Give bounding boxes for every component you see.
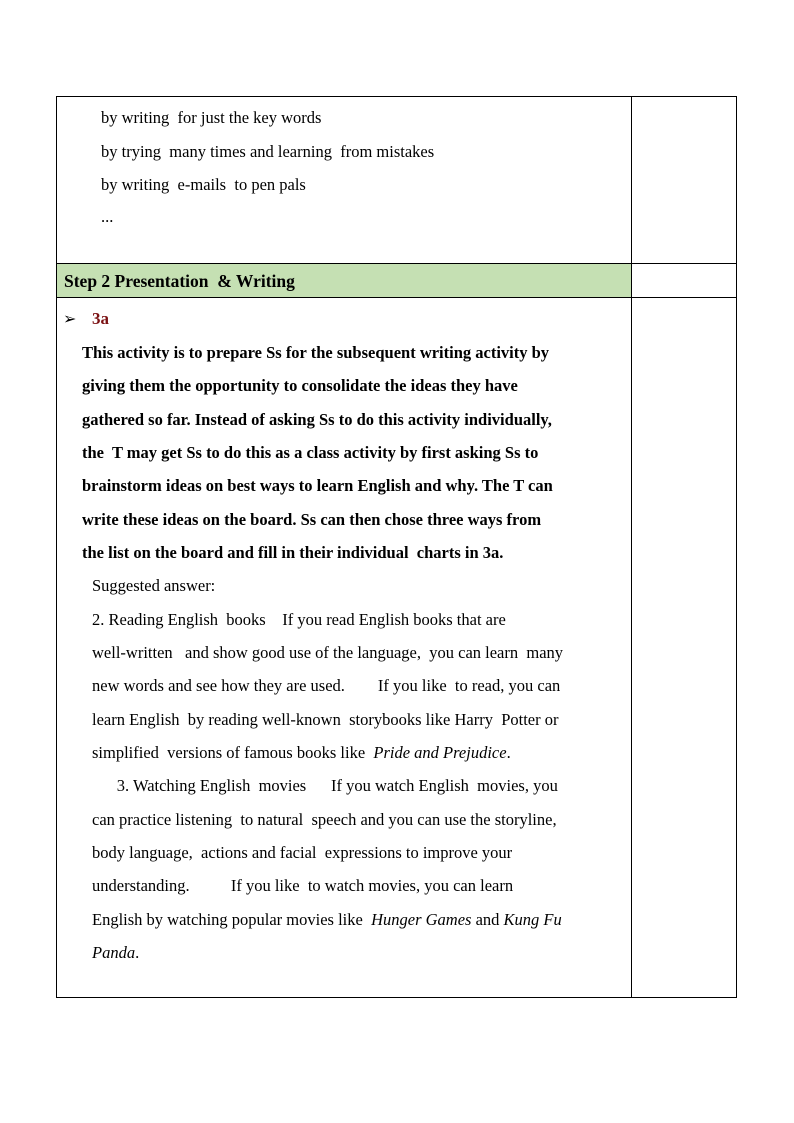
answer-line: learn English by reading well-known storybooks like Harry Potter or (92, 710, 559, 729)
answer-line: understanding. If you like to watch movies, you can learn (92, 876, 514, 895)
answer-line: can practice listening to natural speech and you can use the storyline, (92, 810, 557, 829)
book-title: Pride and Prejudice (373, 743, 507, 762)
answer-line: simplified versions of famous books like Pride and Prejudice. (92, 743, 511, 762)
answer-line: body language, actions and facial expressions to improve your (92, 843, 513, 862)
answer-line: new words and see how they are used. If you like to read, you can (92, 676, 561, 695)
answer-line: English by watching popular movies like Hunger Games and Kung Fu (92, 910, 562, 929)
movie-title: Panda (92, 943, 136, 962)
movie-title: Hunger Games (371, 910, 472, 929)
intro-item: by writing for just the key words (101, 108, 322, 127)
paragraph-line: brainstorm ideas on best ways to learn English and why. The T can (82, 476, 553, 495)
answer-line: 3. Watching English movies If you watch English movies, you (92, 776, 558, 795)
suggested-answer-heading: Suggested answer: (92, 576, 216, 595)
activity-label: 3a (92, 309, 109, 328)
answer-line: Panda. (92, 943, 140, 962)
paragraph-line: the T may get Ss to do this as a class activity by first asking Ss to (82, 443, 539, 462)
answer-line: 2. Reading English books If you read English books that are (92, 610, 506, 629)
intro-item: by trying many times and learning from mistakes (101, 142, 435, 161)
paragraph-line: giving them the opportunity to consolidate the ideas they have (82, 376, 518, 395)
column-divider (631, 97, 632, 997)
lesson-table (56, 96, 737, 998)
paragraph-line: the list on the board and fill in their individual charts in 3a. (82, 543, 504, 562)
paragraph-line: write these ideas on the board. Ss can then chose three ways from (82, 510, 542, 529)
step-title: Step 2 Presentation & Writing (64, 271, 295, 291)
paragraph-line: This activity is to prepare Ss for the subsequent writing activity by (82, 343, 550, 362)
movie-title: Kung Fu (503, 910, 562, 929)
intro-item: by writing e-mails to pen pals (101, 175, 306, 194)
answer-line: well-written and show good use of the language, you can learn many (92, 643, 564, 662)
intro-item: ... (101, 207, 114, 226)
paragraph-line: gathered so far. Instead of asking Ss to do this activity individually, (82, 410, 552, 429)
row-divider-step (57, 297, 736, 298)
arrow-bullet-icon: ➢ (63, 309, 77, 328)
